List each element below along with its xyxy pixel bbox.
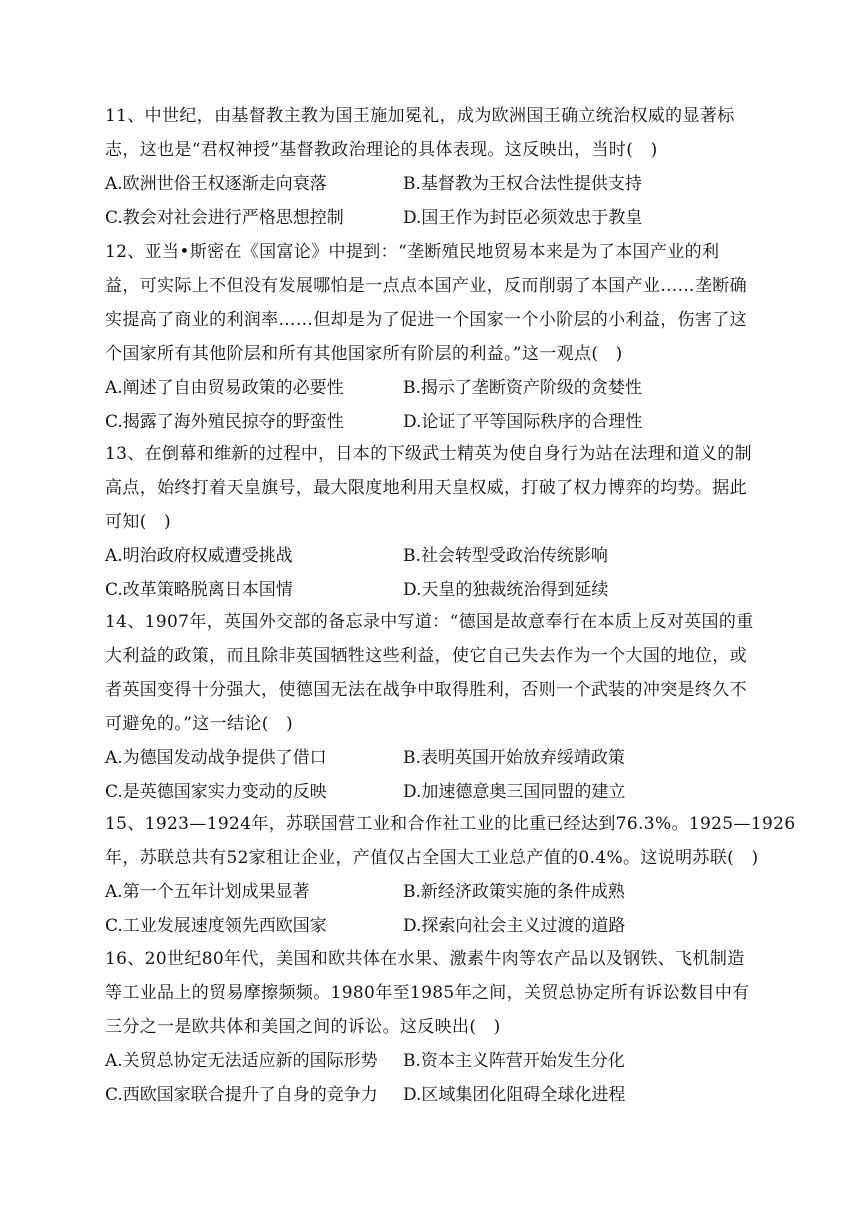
option-b: B.资本主义阵营开始发生分化	[403, 1051, 625, 1071]
option-c: C.改革策略脱离日本国情	[105, 580, 293, 600]
option-row	[105, 1078, 745, 1112]
option-row	[105, 1044, 745, 1078]
question-13	[105, 437, 752, 607]
option-c: C.西欧国家联合提升了自身的竞争力	[105, 1085, 378, 1105]
option-row	[105, 909, 745, 943]
option-row	[105, 741, 745, 775]
option-c: C.教会对社会进行严格思想控制	[105, 208, 344, 228]
question-stem-line: 实提高了商业的利润率……但却是为了促进一个国家一个小阶层的小利益，伤害了这	[105, 310, 747, 330]
option-row	[105, 167, 745, 201]
question-stem-line: 12、亚当•斯密在《国富论》中提到：“垄断殖民地贸易本来是为了本国产业的利	[105, 242, 720, 262]
question-16	[105, 942, 750, 1112]
option-row	[105, 405, 745, 439]
question-12	[105, 235, 745, 439]
question-stem-line: 11、中世纪，由基督教主教为国王施加冕礼，成为欧洲国王确立统治权威的显著标	[105, 106, 735, 126]
question-stem-line: 年，苏联总共有52家租让企业，产值仅占全国大工业总产值的0.4%。这说明苏联( )	[105, 848, 759, 868]
option-a: A.第一个五年计划成果显著	[105, 882, 310, 902]
option-b: B.新经济政策实施的条件成熟	[403, 882, 625, 902]
option-row	[105, 775, 745, 809]
option-c: C.工业发展速度领先西欧国家	[105, 916, 327, 936]
question-stem-line: 志，这也是“君权神授”基督教政治理论的具体表现。这反映出，当时( )	[105, 140, 658, 160]
option-d: D.探索向社会主义过渡的道路	[403, 916, 626, 936]
option-row	[105, 875, 745, 909]
option-d: D.论证了平等国际秩序的合理性	[403, 412, 643, 432]
option-d: D.区域集团化阻碍全球化进程	[403, 1085, 626, 1105]
question-stem-line: 大利益的政策，而且除非英国牺牲这些利益，使它自己失去作为一个大国的地位，或	[105, 646, 747, 666]
option-c: C.是英德国家实力变动的反映	[105, 782, 327, 802]
question-stem-line: 益，可实际上不但没有发展哪怕是一点点本国产业，反而削弱了本国产业……垄断确	[105, 276, 747, 296]
option-row	[105, 539, 745, 573]
option-d: D.天皇的独裁统治得到延续	[403, 580, 609, 600]
option-b: B.揭示了垄断资产阶级的贪婪性	[403, 378, 642, 398]
option-row	[105, 371, 745, 405]
option-d: D.加速德意奥三国同盟的建立	[403, 782, 626, 802]
question-stem-line: 者英国变得十分强大，使德国无法在战争中取得胜利，否则一个武装的冲突是终久不	[105, 680, 747, 700]
question-15	[105, 807, 796, 943]
question-stem-line: 14、1907年，英国外交部的备忘录中写道：“德国是故意奉行在本质上反对英国的重	[105, 612, 754, 632]
option-a: A.欧洲世俗王权逐渐走向衰落	[105, 174, 327, 194]
question-stem-line: 可知( )	[105, 512, 172, 532]
question-stem-line: 13、在倒幕和维新的过程中，日本的下级武士精英为使自身行为站在法理和道义的制	[105, 444, 752, 464]
option-c: C.揭露了海外殖民掠夺的野蛮性	[105, 412, 344, 432]
option-b: B.表明英国开始放弃绥靖政策	[403, 748, 625, 768]
option-b: B.社会转型受政治传统影响	[403, 546, 608, 566]
question-stem-line: 三分之一是欧共体和美国之间的诉讼。这反映出( )	[105, 1017, 501, 1037]
question-stem-line: 15、1923—1924年，苏联国营工业和合作社工业的比重已经达到76.3%。1925—1926	[105, 814, 796, 834]
question-11	[105, 99, 745, 235]
option-b: B.基督教为王权合法性提供支持	[403, 174, 642, 194]
question-stem-line: 等工业品上的贸易摩擦频频。1980年至1985年之间，关贸总协定所有诉讼数目中有	[105, 983, 750, 1003]
question-stem-line: 高点，始终打着天皇旗号，最大限度地利用天皇权威，打破了权力博弈的均势。据此	[105, 478, 747, 498]
question-stem-line: 可避免的。”这一结论( )	[105, 714, 294, 734]
question-stem-line: 16、20世纪80年代，美国和欧共体在水果、激素牛肉等农产品以及钢铁、飞机制造	[105, 949, 745, 969]
question-14	[105, 605, 754, 809]
option-d: D.国王作为封臣必须效忠于教皇	[403, 208, 643, 228]
option-a: A.关贸总协定无法适应新的国际形势	[105, 1051, 378, 1071]
option-a: A.为德国发动战争提供了借口	[105, 748, 327, 768]
option-row	[105, 573, 745, 607]
option-a: A.明治政府权威遭受挑战	[105, 546, 293, 566]
option-row	[105, 201, 745, 235]
option-a: A.阐述了自由贸易政策的必要性	[105, 378, 344, 398]
question-stem-line: 个国家所有其他阶层和所有其他国家所有阶层的利益。”这一观点( )	[105, 344, 623, 364]
